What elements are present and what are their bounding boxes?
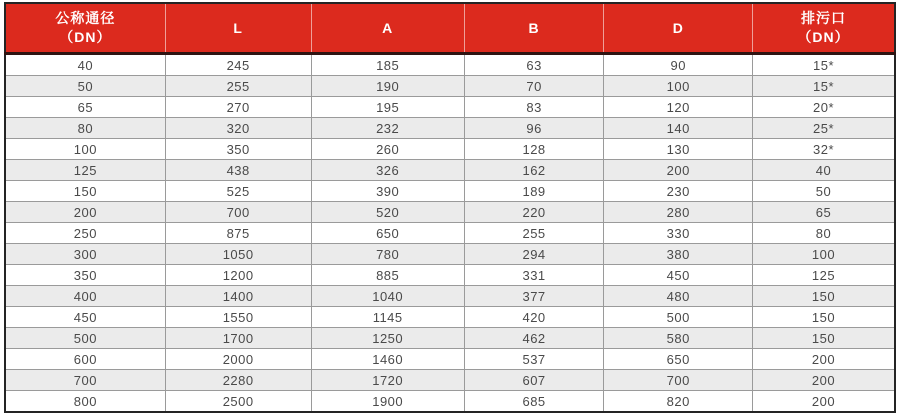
- table-cell: 600: [5, 349, 165, 370]
- table-row: [5, 307, 895, 328]
- table-cell: 200: [753, 349, 895, 370]
- table-cell: 150: [5, 181, 165, 202]
- table-cell: 350: [5, 265, 165, 286]
- table-cell: 250: [5, 223, 165, 244]
- header-label: L: [233, 19, 243, 36]
- table-cell: 162: [464, 160, 604, 181]
- table-cell: 125: [753, 265, 895, 286]
- table-cell: 96: [464, 118, 604, 139]
- table-cell: 220: [464, 202, 604, 223]
- table-cell: 255: [464, 223, 604, 244]
- table-cell: 185: [311, 54, 464, 76]
- table-cell: 1040: [311, 286, 464, 307]
- table-cell: 700: [604, 370, 753, 391]
- header-cell-A: [311, 3, 464, 54]
- table-cell: 1700: [165, 328, 311, 349]
- table-cell: 400: [5, 286, 165, 307]
- table-cell: 280: [604, 202, 753, 223]
- table-cell: 480: [604, 286, 753, 307]
- table-cell: 1460: [311, 349, 464, 370]
- header-cell-nominal-diameter: [5, 3, 165, 54]
- table-cell: 195: [311, 97, 464, 118]
- table-row: [5, 328, 895, 349]
- header-label: 公称通径: [55, 10, 116, 27]
- table-cell: 40: [753, 160, 895, 181]
- table-cell: 128: [464, 139, 604, 160]
- header-cell-drain-port: [753, 3, 895, 54]
- table-cell: 320: [165, 118, 311, 139]
- table-cell: 200: [753, 391, 895, 413]
- table-cell: 685: [464, 391, 604, 413]
- table-cell: 1550: [165, 307, 311, 328]
- table-cell: 580: [604, 328, 753, 349]
- table-cell: 100: [604, 76, 753, 97]
- table-cell: 270: [165, 97, 311, 118]
- table-cell: 140: [604, 118, 753, 139]
- table-cell: 25*: [753, 118, 895, 139]
- header-row: [5, 3, 895, 54]
- table-cell: 2500: [165, 391, 311, 413]
- table-cell: 537: [464, 349, 604, 370]
- table-cell: 245: [165, 54, 311, 76]
- table-cell: 70: [464, 76, 604, 97]
- table-row: [5, 76, 895, 97]
- table-row: [5, 349, 895, 370]
- table-cell: 120: [604, 97, 753, 118]
- table-cell: 350: [165, 139, 311, 160]
- table-cell: 500: [5, 328, 165, 349]
- table-cell: 1900: [311, 391, 464, 413]
- table-cell: 80: [753, 223, 895, 244]
- table-cell: 260: [311, 139, 464, 160]
- table-cell: 820: [604, 391, 753, 413]
- table-cell: 1400: [165, 286, 311, 307]
- table-cell: 330: [604, 223, 753, 244]
- table-cell: 32*: [753, 139, 895, 160]
- table-cell: 875: [165, 223, 311, 244]
- table-cell: 300: [5, 244, 165, 265]
- table-row: [5, 286, 895, 307]
- table-row: [5, 370, 895, 391]
- table-cell: 1050: [165, 244, 311, 265]
- table-row: [5, 244, 895, 265]
- table-cell: 200: [5, 202, 165, 223]
- table-cell: 50: [753, 181, 895, 202]
- table-cell: 800: [5, 391, 165, 413]
- table-cell: 650: [311, 223, 464, 244]
- table-cell: 450: [5, 307, 165, 328]
- table-cell: 377: [464, 286, 604, 307]
- table-header: [5, 3, 895, 54]
- table-cell: 438: [165, 160, 311, 181]
- table-cell: 1720: [311, 370, 464, 391]
- table-cell: 190: [311, 76, 464, 97]
- header-cell-D: [604, 3, 753, 54]
- table-row: [5, 97, 895, 118]
- table-cell: 650: [604, 349, 753, 370]
- table-cell: 100: [5, 139, 165, 160]
- table-cell: 331: [464, 265, 604, 286]
- table-cell: 125: [5, 160, 165, 181]
- table-cell: 40: [5, 54, 165, 76]
- table-cell: 700: [165, 202, 311, 223]
- table-cell: 80: [5, 118, 165, 139]
- table-cell: 65: [5, 97, 165, 118]
- table-cell: 90: [604, 54, 753, 76]
- header-label: （DN）: [797, 29, 850, 45]
- table-cell: 50: [5, 76, 165, 97]
- table-cell: 607: [464, 370, 604, 391]
- table-cell: 390: [311, 181, 464, 202]
- table-cell: 130: [604, 139, 753, 160]
- table-cell: 232: [311, 118, 464, 139]
- table-cell: 500: [604, 307, 753, 328]
- table-body: [5, 54, 895, 413]
- table-cell: 230: [604, 181, 753, 202]
- table-cell: 1250: [311, 328, 464, 349]
- header-cell-B: [464, 3, 604, 54]
- header-label: A: [382, 19, 394, 36]
- dimension-table: [4, 2, 896, 413]
- table-row: [5, 181, 895, 202]
- table-cell: 65: [753, 202, 895, 223]
- table-row: [5, 265, 895, 286]
- table-cell: 520: [311, 202, 464, 223]
- table-cell: 2280: [165, 370, 311, 391]
- table-cell: 380: [604, 244, 753, 265]
- table-cell: 294: [464, 244, 604, 265]
- table-row: [5, 139, 895, 160]
- table-cell: 700: [5, 370, 165, 391]
- table-cell: 189: [464, 181, 604, 202]
- table-cell: 1145: [311, 307, 464, 328]
- table-cell: 150: [753, 328, 895, 349]
- table-cell: 15*: [753, 54, 895, 76]
- table-row: [5, 202, 895, 223]
- table-cell: 200: [753, 370, 895, 391]
- table-cell: 255: [165, 76, 311, 97]
- table-cell: 2000: [165, 349, 311, 370]
- table-cell: 462: [464, 328, 604, 349]
- table-cell: 100: [753, 244, 895, 265]
- header-label: 排污口: [801, 10, 847, 27]
- table-cell: 420: [464, 307, 604, 328]
- table-row: [5, 391, 895, 413]
- table-cell: 1200: [165, 265, 311, 286]
- table-cell: 15*: [753, 76, 895, 97]
- table-cell: 63: [464, 54, 604, 76]
- table-cell: 150: [753, 307, 895, 328]
- table-cell: 200: [604, 160, 753, 181]
- table-row: [5, 118, 895, 139]
- table-cell: 780: [311, 244, 464, 265]
- table-row: [5, 54, 895, 76]
- header-label: D: [672, 19, 684, 36]
- table-cell: 150: [753, 286, 895, 307]
- table-cell: 20*: [753, 97, 895, 118]
- table-cell: 326: [311, 160, 464, 181]
- table-row: [5, 223, 895, 244]
- table-cell: 525: [165, 181, 311, 202]
- header-label: （DN）: [59, 29, 112, 45]
- table-row: [5, 160, 895, 181]
- table-cell: 450: [604, 265, 753, 286]
- table-cell: 885: [311, 265, 464, 286]
- header-cell-L: [165, 3, 311, 54]
- header-label: B: [528, 19, 540, 36]
- table-cell: 83: [464, 97, 604, 118]
